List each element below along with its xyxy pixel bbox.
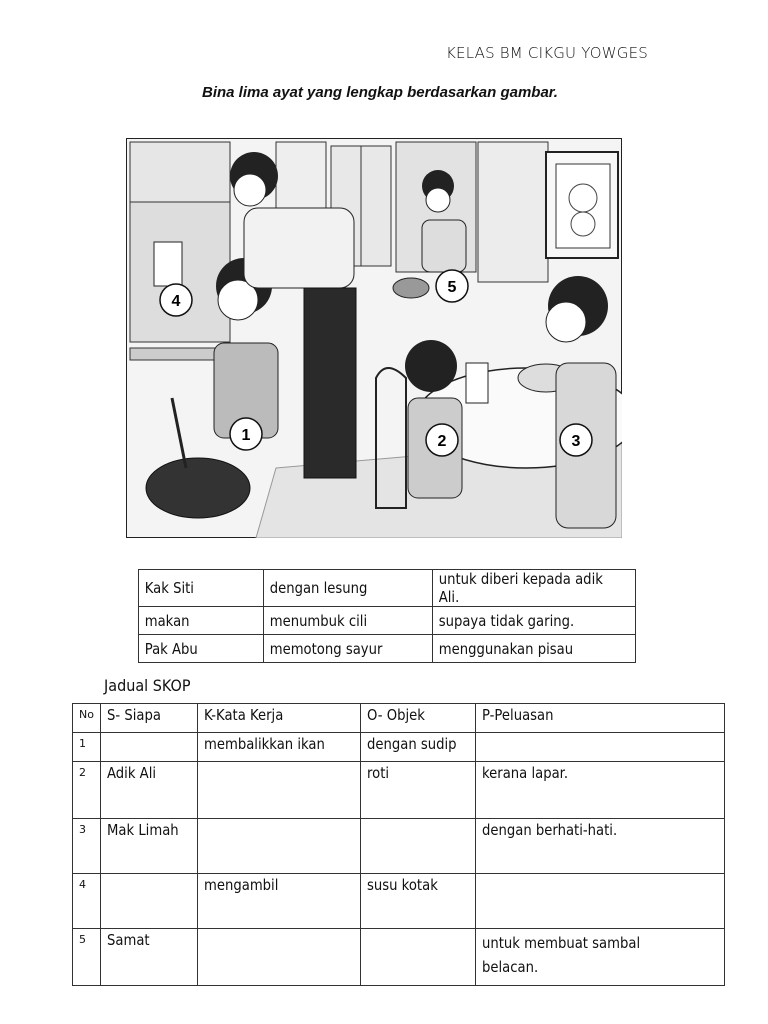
cell-kata-kerja[interactable] (197, 819, 360, 874)
word-cell: dengan lesung (264, 570, 413, 607)
row-number: 1 (73, 733, 101, 762)
kitchen-scene-picture (126, 138, 622, 538)
svg-text:1: 1 (241, 427, 251, 444)
cell-objek[interactable] (360, 929, 475, 986)
cell-kata-kerja[interactable] (197, 929, 360, 986)
marker-3 (560, 424, 592, 456)
cell-kata-kerja[interactable]: membalikkan ikan (197, 733, 360, 762)
cell-siapa[interactable]: Mak Limah (100, 819, 197, 874)
header-siapa: S- Siapa (100, 704, 197, 733)
header-peluasan: P-Peluasan (475, 704, 724, 733)
word-cell: Pak Abu (139, 635, 249, 663)
cell-objek[interactable]: susu kotak (360, 874, 475, 929)
skop-header-row (73, 704, 725, 733)
cell-objek[interactable]: dengan sudip (360, 733, 475, 762)
row-number: 3 (73, 819, 101, 874)
word-cell: makan (139, 607, 249, 635)
row-number: 4 (73, 874, 101, 929)
marker-2 (426, 424, 458, 456)
table-row (73, 819, 725, 874)
svg-text:4: 4 (171, 293, 181, 310)
word-cell: menumbuk cili (264, 607, 413, 635)
word-bank-row (139, 635, 636, 663)
word-cell: menggunakan pisau (433, 635, 612, 663)
table-row (73, 733, 725, 762)
header-no: No (73, 704, 101, 733)
cell-siapa[interactable] (100, 733, 197, 762)
cell-siapa[interactable]: Adik Ali (100, 762, 197, 819)
word-bank-table (138, 569, 636, 663)
cell-siapa[interactable]: Samat (100, 929, 197, 986)
table-row (73, 929, 725, 986)
class-header: KELAS BM CIKGU YOWGES (446, 44, 649, 62)
cell-peluasan[interactable]: dengan berhati-hati. (475, 819, 724, 874)
table-row (73, 874, 725, 929)
svg-text:3: 3 (571, 433, 581, 450)
svg-text:5: 5 (447, 279, 457, 296)
header-kata-kerja: K-Kata Kerja (197, 704, 360, 733)
instruction-title (0, 84, 768, 101)
marker-1 (230, 418, 262, 450)
header-objek: O- Objek (360, 704, 475, 733)
cell-peluasan[interactable] (475, 874, 724, 929)
marker-4 (160, 284, 192, 316)
cell-kata-kerja[interactable] (197, 762, 360, 819)
instruction-text: Bina lima ayat yang lengkap berdasarkan gambar. (202, 84, 558, 101)
skop-table (72, 703, 725, 986)
table-row (73, 762, 725, 819)
word-cell: Kak Siti (139, 570, 249, 607)
cell-kata-kerja[interactable]: mengambil (197, 874, 360, 929)
word-cell: memotong sayur (264, 635, 413, 663)
word-bank-row (139, 570, 636, 607)
cell-peluasan[interactable] (475, 733, 724, 762)
skop-table-title: Jadual SKOP (104, 676, 191, 695)
cell-peluasan[interactable]: kerana lapar. (475, 762, 724, 819)
cell-objek[interactable]: roti (360, 762, 475, 819)
word-bank-row (139, 607, 636, 635)
svg-text:2: 2 (437, 433, 447, 450)
cell-peluasan[interactable]: untuk membuat sambal belacan. (475, 929, 724, 986)
row-number: 5 (73, 929, 101, 986)
word-cell: untuk diberi kepada adik Ali. (433, 570, 612, 607)
marker-5 (436, 270, 468, 302)
row-number: 2 (73, 762, 101, 819)
cell-siapa[interactable] (100, 874, 197, 929)
cell-objek[interactable] (360, 819, 475, 874)
word-cell: supaya tidak garing. (433, 607, 612, 635)
